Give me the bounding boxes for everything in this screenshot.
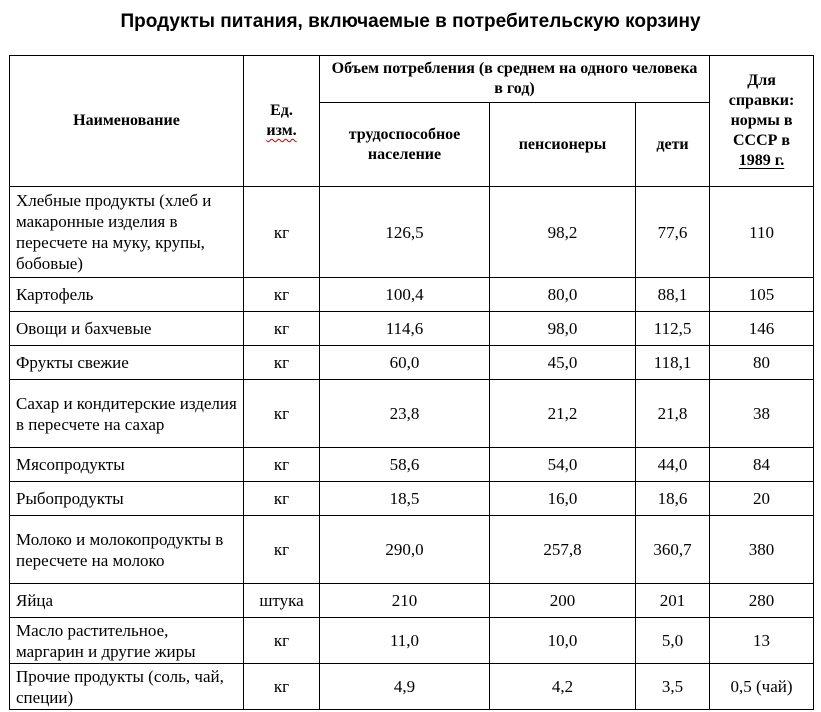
consumer-basket-table	[9, 55, 814, 710]
cell-unit: штука	[244, 584, 320, 618]
header-reference-line1: Для справки: нормы в СССР в	[728, 72, 795, 149]
header-unit-line2: изм.	[266, 122, 297, 139]
table-row	[10, 584, 814, 618]
header-reference	[710, 56, 814, 187]
cell-ussr1989: 80	[710, 346, 814, 380]
cell-children: 118,1	[636, 346, 710, 380]
cell-unit: кг	[244, 482, 320, 516]
cell-working: 114,6	[320, 312, 490, 346]
cell-pensioners: 257,8	[490, 516, 636, 584]
header-unit	[244, 56, 320, 187]
cell-unit: кг	[244, 380, 320, 448]
table-row	[10, 448, 814, 482]
header-working: трудоспособное население	[320, 103, 490, 187]
table-row	[10, 664, 814, 710]
cell-pensioners: 98,2	[490, 187, 636, 278]
cell-name: Фрукты свежие	[10, 346, 244, 380]
cell-name: Картофель	[10, 278, 244, 312]
cell-name: Хлебные продукты (хлеб и макаронные изделия в пересчете на муку, крупы, бобовые)	[10, 187, 244, 278]
cell-ussr1989: 280	[710, 584, 814, 618]
cell-working: 58,6	[320, 448, 490, 482]
table-row	[10, 278, 814, 312]
cell-ussr1989: 146	[710, 312, 814, 346]
cell-pensioners: 200	[490, 584, 636, 618]
cell-name: Прочие продукты (соль, чай, специи)	[10, 664, 244, 710]
cell-name: Сахар и кондитерские изделия в пересчете на сахар	[10, 380, 244, 448]
cell-unit: кг	[244, 278, 320, 312]
table-row	[10, 618, 814, 664]
header-children: дети	[636, 103, 710, 187]
cell-working: 126,5	[320, 187, 490, 278]
header-name: Наименование	[10, 56, 244, 187]
cell-name: Рыбопродукты	[10, 482, 244, 516]
cell-children: 3,5	[636, 664, 710, 710]
cell-name: Молоко и молокопродукты в пересчете на молоко	[10, 516, 244, 584]
cell-pensioners: 4,2	[490, 664, 636, 710]
cell-ussr1989: 38	[710, 380, 814, 448]
table-row	[10, 312, 814, 346]
cell-ussr1989: 84	[710, 448, 814, 482]
table-row	[10, 187, 814, 278]
cell-ussr1989: 0,5 (чай)	[710, 664, 814, 710]
cell-ussr1989: 110	[710, 187, 814, 278]
table-row	[10, 346, 814, 380]
cell-ussr1989: 20	[710, 482, 814, 516]
cell-unit: кг	[244, 664, 320, 710]
cell-children: 88,1	[636, 278, 710, 312]
cell-unit: кг	[244, 346, 320, 380]
header-row-top	[10, 56, 814, 103]
cell-working: 210	[320, 584, 490, 618]
header-pensioners: пенсионеры	[490, 103, 636, 187]
cell-working: 11,0	[320, 618, 490, 664]
cell-children: 21,8	[636, 380, 710, 448]
header-unit-line1: Ед.	[270, 102, 293, 119]
cell-name: Овощи и бахчевые	[10, 312, 244, 346]
page-title: Продукты питания, включаемые в потребительскую корзину	[120, 11, 701, 32]
cell-pensioners: 45,0	[490, 346, 636, 380]
cell-pensioners: 10,0	[490, 618, 636, 664]
cell-working: 60,0	[320, 346, 490, 380]
cell-children: 5,0	[636, 618, 710, 664]
cell-children: 360,7	[636, 516, 710, 584]
cell-pensioners: 16,0	[490, 482, 636, 516]
cell-pensioners: 21,2	[490, 380, 636, 448]
cell-children: 18,6	[636, 482, 710, 516]
cell-children: 44,0	[636, 448, 710, 482]
cell-name: Масло растительное, маргарин и другие жиры	[10, 618, 244, 664]
table-row	[10, 380, 814, 448]
cell-children: 201	[636, 584, 710, 618]
cell-ussr1989: 380	[710, 516, 814, 584]
cell-name: Яйца	[10, 584, 244, 618]
cell-pensioners: 54,0	[490, 448, 636, 482]
table-row	[10, 482, 814, 516]
cell-ussr1989: 13	[710, 618, 814, 664]
table-row	[10, 516, 814, 584]
cell-unit: кг	[244, 187, 320, 278]
cell-unit: кг	[244, 516, 320, 584]
cell-children: 112,5	[636, 312, 710, 346]
cell-unit: кг	[244, 448, 320, 482]
cell-unit: кг	[244, 618, 320, 664]
cell-unit: кг	[244, 312, 320, 346]
cell-children: 77,6	[636, 187, 710, 278]
cell-pensioners: 98,0	[490, 312, 636, 346]
cell-working: 23,8	[320, 380, 490, 448]
cell-working: 100,4	[320, 278, 490, 312]
cell-ussr1989: 105	[710, 278, 814, 312]
cell-working: 4,9	[320, 664, 490, 710]
cell-working: 290,0	[320, 516, 490, 584]
header-consumption-group: Объем потребления (в среднем на одного человека в год)	[320, 56, 710, 103]
header-reference-line2: 1989 г.	[738, 152, 785, 169]
cell-working: 18,5	[320, 482, 490, 516]
cell-name: Мясопродукты	[10, 448, 244, 482]
cell-pensioners: 80,0	[490, 278, 636, 312]
